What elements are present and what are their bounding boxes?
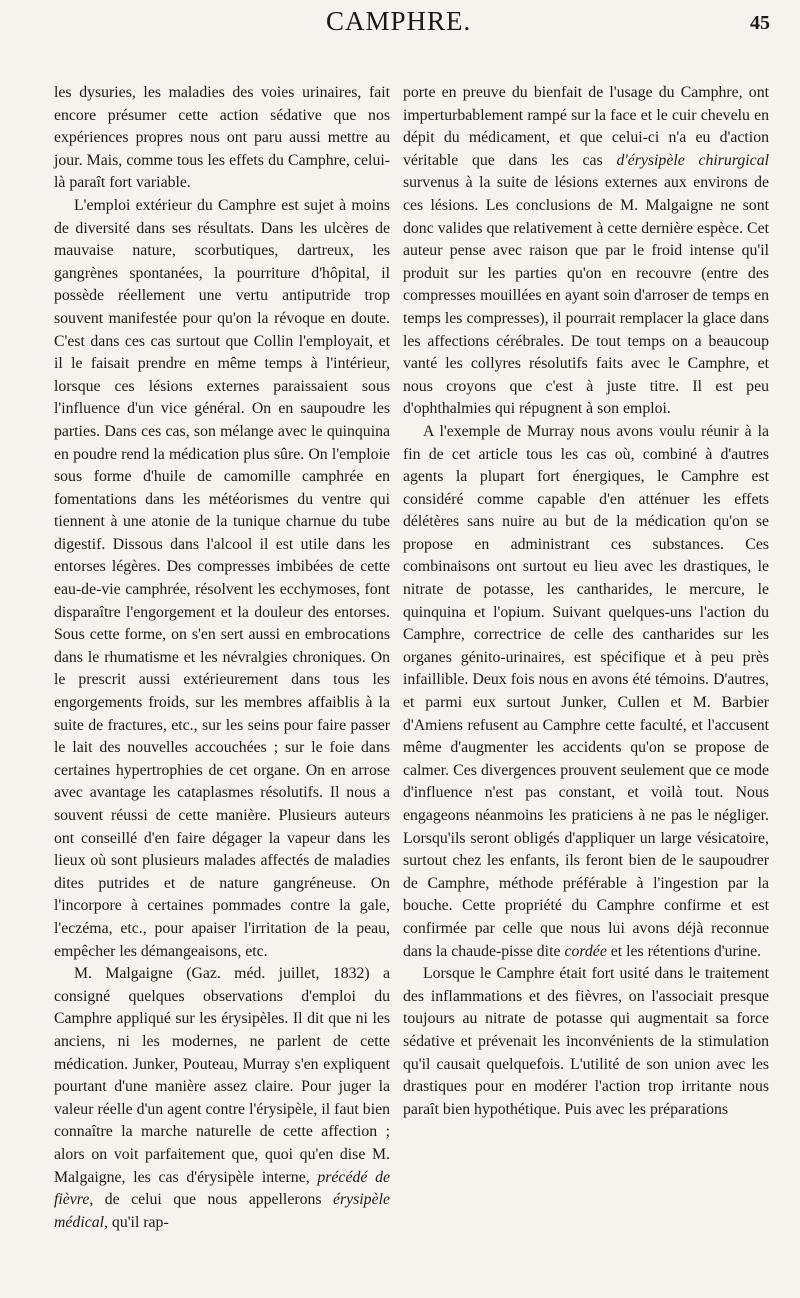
paragraph-malgaigne <box>54 963 390 1234</box>
paragraph-text: et les rétentions d'urine. <box>606 942 762 960</box>
page-number: 45 <box>750 12 770 34</box>
italic-term: cordée <box>564 942 607 960</box>
paragraph-murray <box>403 421 769 963</box>
running-title: CAMPHRE. <box>326 6 472 36</box>
italic-term: précédé de fièvre, <box>54 1168 390 1209</box>
paragraph-text: M. Malgaigne (Gaz. méd. juillet, 1832) a consigné quelques observations d'emploi du Camphre appliqué sur les érysipèles. Il dit que ni les anciens, ni les modernes, ne parlent de cette médication. Junker, Pouteau, Murray s'en expliquent pourtant d'une manière assez claire. Pour juger la valeur réelle d'un agent contre l'érysipèle, il faut bien connaître la marche naturelle de cette affection ; alors on voit parfaitement que, quoi qu'en dise M. Malgaigne, les cas d'érysipèle interne, <box>54 965 390 1186</box>
paragraph-external-use: L'emploi extérieur du Camphre est sujet à moins de diversité dans ses résultats. Dans les ulcères de mauvaise nature, scorbutiques, dartreux, les gangrènes spontanées, la pourriture d'hôpital, il possède réellement une vertu antiputride trop souvent manifestée pour qu'on la révoque en doute. C'est dans ces cas surtout que Collin l'employait, et il le faisait prendre en même temps à l'intérieur, lorsque ces lésions externes paraissaient sous l'influence d'un vice général. On en saupoudre les parties. Dans ces cas, son mélange avec le quinquina en poudre rend la médication plus sûre. On l'emploie sous forme d'huile de camomille camphrée en fomentations dans les météorismes du ventre qui tiennent à une atonie de la tunique charnue du tube digestif. Dissous dans l'alcool il est utile dans les entorses légères. Des compresses imbibées de cette eau-de-vie camphrée, résolvent les ecchymoses, font disparaître l'engorgement et la douleur des entorses. Sous cette forme, on s'en sert aussi en embrocations dans le rhumatisme et les névralgies chroniques. On le prescrit aussi extérieurement dans tous les engorgements froids, sur les membres affaiblis à la suite de fractures, etc., sur les seins pour faire passer le lait des nouvelles accouchées ; sur le foie dans certaines hypertrophies de cet organe. On en arrose avec avantage les cataplasmes résolutifs. Il nous a souvent réussi de cette manière. Plusieurs auteurs ont conseillé d'en faire dégager la vapeur dans les lieux où sont plusieurs malades affectés de maladies dites putrides et de nature gangréneuse. On l'incorpore à certaines pommades contre la gale, l'eczéma, etc., pour apaiser l'irritation de la peau, empêcher les démangeaisons, etc. <box>54 196 390 960</box>
paragraph-inflammations: Lorsque le Camphre était fort usité dans le traitement des inflammations et des fièvres, on l'associait presque toujours au nitrate de potasse qui augmentait sa force sédative et prévenait les inconvénients de la stimulation qu'il causait quelquefois. L'utilité de son union avec les drastiques pour en modérer l'action trop irritante nous paraît bien hypothétique. Puis avec les préparations <box>403 965 769 1118</box>
paragraph-text: A l'exemple de Murray nous avons voulu réunir à la fin de cet article tous les cas où, combiné à d'autres agents la plupart fort énergiques, le Camphre est considéré comme capable d'en atténuer les effets délétères sans nuire au but de la médication qu'on se propose en administrant ces substances. Ces combinaisons ont surtout eu lieu avec les drastiques, le nitrate de potasse, les cantharides, le mercure, le quinquina et l'opium. Suivant quelques-uns l'action du Camphre, correctrice de celle des cantharides sur les organes génito-urinaires, est spécifique et à peu près infaillible. Deux fois nous en avons été témoins. D'autres, et parmi eux surtout Junker, Cullen et M. Barbier d'Amiens refusent au Camphre cette faculté, et l'accusent même d'augmenter les accidents qu'on se propose de calmer. Ces divergences prouvent seulement que ce mode d'influence n'est pas constant, et voilà tout. Nous engageons néanmoins les praticiens à ne pas le négliger. Lorsqu'ils seront obligés d'appliquer un large vésicatoire, surtout chez les enfants, ils feront bien de le saupoudrer de Camphre, méthode préférable à l'ingestion par la bouche. Cette propriété du Camphre confirme et est confirmée par celle que nous lui avons déjà reconnue dans la chaude-pisse dite <box>403 422 769 960</box>
paragraph-continued <box>403 82 769 421</box>
running-head <box>0 4 800 44</box>
paragraph-text: de celui que nous appellerons <box>93 1191 333 1209</box>
italic-term: d'érysipèle chirurgical <box>616 151 769 169</box>
paragraph-text: survenus à la suite de lésions externes aux environs de ces lésions. Les conclusions de M. Malgaigne ne sont donc valides que relativement à cette dernière espèce. Cet auteur pense avec raison que par le froid intense qu'il produit sur les parties qu'on en recouvre (entre des compresses mouillées en ayant soin d'arroser de temps en temps les compresses), il pourrait remplacer la glace dans les affections cérébrales. De tout temps on a beaucoup vanté les collyres résolutifs faits avec le Camphre, et nous croyons que c'est à juste titre. Il est peu d'ophthalmies qui répugnent à son emploi. <box>403 174 769 418</box>
italic-term: érysipèle médical, <box>54 1191 390 1231</box>
paragraph-text: porte en preuve du bienfait de l'usage du Camphre, ont imperturbablement rampé sur la face et le cuir chevelu en dépit du médicament, et que celui-ci n'a eu d'action véritable que dans les cas <box>403 84 769 169</box>
left-column <box>54 82 390 1234</box>
paragraph-text: qu'il rap- <box>107 1213 169 1231</box>
paragraph-continued: les dysuries, les maladies des voies urinaires, fait encore présumer cette action sédative que nos expériences propres nous ont paru aussi mettre au jour. Mais, comme tous les effets du Camphre, celui-là paraît fort variable. <box>54 84 390 192</box>
right-column <box>403 82 769 1121</box>
